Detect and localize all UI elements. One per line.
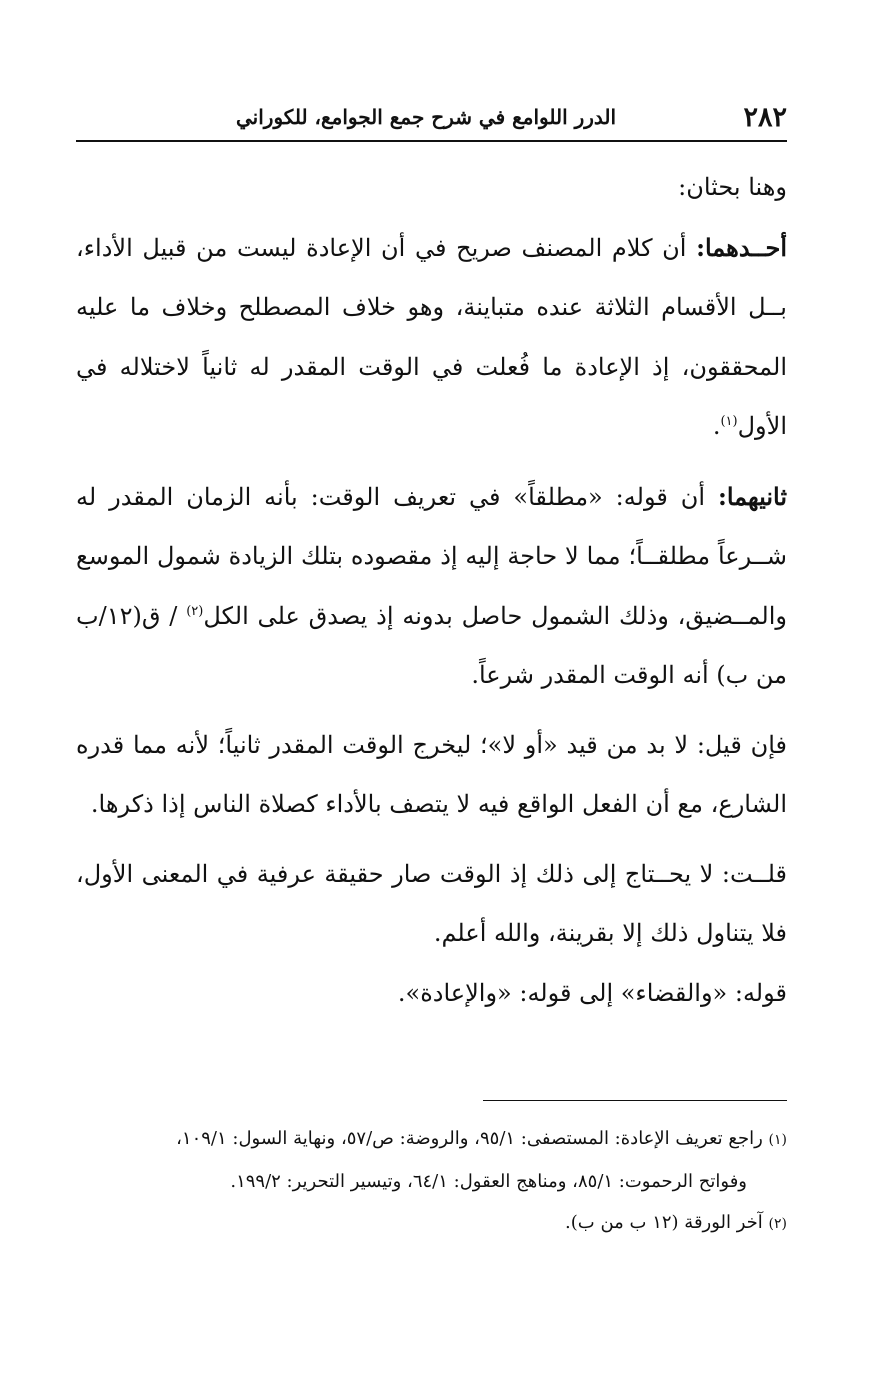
- footnote-1: [76, 1118, 787, 1161]
- running-title: الدرر اللوامع في شرح جمع الجوامع، للكوراني: [236, 105, 617, 129]
- paragraph-objection: فإن قيل: لا بد من قيد «أو لا»؛ ليخرج الوقت المقدر ثانياً؛ لأنه مما قدره الشارع، مع أن الفعل الواقع فيه لا يتصف بالأداء كصلاة الناس إذا ذكرها.: [76, 730, 787, 818]
- paragraph-text: / ق(١٢/ب من ب) أنه الوقت المقدر شرعاً.: [76, 601, 787, 689]
- page-number: ٢٨٢: [743, 101, 787, 133]
- footnote-1-continuation: وفواتح الرحموت: ٨٥/١، ومناهج العقول: ٦٤/١، وتيسير التحرير: ١٩٩/٢.: [230, 1171, 747, 1192]
- footnote-marker: (١): [720, 414, 738, 429]
- footnote-text: آخر الورقة (١٢ ب من ب).: [565, 1212, 769, 1233]
- paragraph-quote: قوله: «والقضاء» إلى قوله: «والإعادة».: [397, 978, 787, 1007]
- paragraph-first-point: [76, 218, 787, 457]
- footnote-2: [76, 1202, 787, 1245]
- paragraph-text: أن قوله: «مطلقاً» في تعريف الوقت: بأنه الزمان المقدر له شــرعاً مطلقــاً؛ مما لا حاجة إليه إذ مقصوده بتلك الزيادة شمول الموسع والمــضيق، وذلك الشمول حاصل بدونه إذ يصدق على الكل: [76, 482, 788, 630]
- paragraph-second-point: [76, 467, 787, 706]
- page-header: [76, 98, 787, 136]
- main-text: [76, 158, 787, 1033]
- header-divider: [76, 140, 787, 142]
- footnote-number: (٢): [768, 1216, 787, 1232]
- paragraph-reply: قلــت: لا يحــتاج إلى ذلك إذ الوقت صار حقيقة عرفية في المعنى الأول، فلا يتناول ذلك إلا بقرينة، والله أعلم.: [76, 859, 787, 947]
- footnote-number: (١): [768, 1132, 787, 1148]
- point-heading: ثانيهما:: [717, 481, 787, 511]
- footnote-marker: (٢): [186, 603, 204, 619]
- footnotes: [76, 1118, 787, 1245]
- point-heading: أحــدهما:: [696, 232, 787, 262]
- intro-paragraph: وهنا بحثان:: [678, 173, 787, 201]
- paragraph-text: أن كلام المصنف صريح في أن الإعادة ليست من قبيل الأداء، بــل الأقسام الثلاثة عنده متباينة، وهو خلاف المصطلح وخلاف ما عليه المحققون، إذ الإعادة ما فُعلت في الوقت المقدر له ثانياً لاختلاله في الأول: [76, 233, 787, 440]
- paragraph-text: .: [712, 412, 721, 440]
- footnote-text: راجع تعريف الإعادة: المستصفى: ٩٥/١، والروضة: ص/٥٧، ونهاية السول: ١٠٩/١،: [176, 1128, 769, 1149]
- footnote-divider: [483, 1100, 787, 1101]
